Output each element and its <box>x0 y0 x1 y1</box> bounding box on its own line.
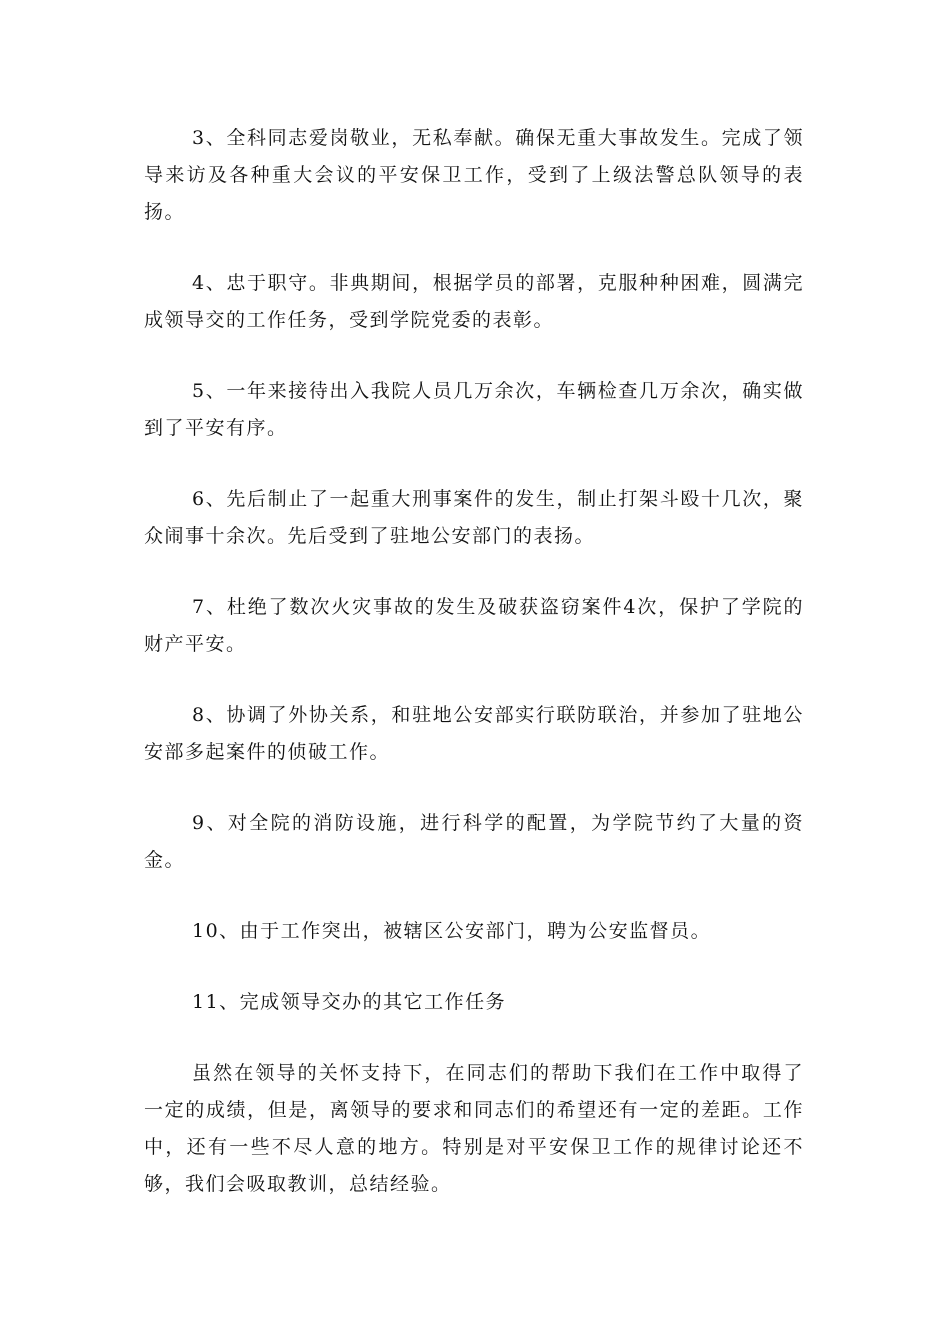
paragraph-item-7: 7、杜绝了数次火灾事故的发生及破获盗窃案件4次，保护了学院的财产平安。 <box>144 596 804 655</box>
paragraph-conclusion: 虽然在领导的关怀支持下，在同志们的帮助下我们在工作中取得了一定的成绩，但是，离领导的要求和同志们的希望还有一定的差距。工作中，还有一些不尽人意的地方。特别是对平安保卫工作的规律讨论还不够，我们会吸取教训，总结经验。 <box>144 1062 804 1195</box>
paragraph-item-3: 3、全科同志爱岗敬业，无私奉献。确保无重大事故发生。完成了领导来访及各种重大会议的平安保卫工作，受到了上级法警总队领导的表扬。 <box>144 127 804 223</box>
paragraph-item-9: 9、对全院的消防设施，进行科学的配置，为学院节约了大量的资金。 <box>144 812 804 871</box>
paragraph-item-6: 6、先后制止了一起重大刑事案件的发生，制止打架斗殴十几次，聚众闹事十余次。先后受到了驻地公安部门的表扬。 <box>144 488 804 547</box>
paragraph-item-5: 5、一年来接待出入我院人员几万余次，车辆检查几万余次，确实做到了平安有序。 <box>144 380 804 439</box>
paragraph-item-4: 4、忠于职守。非典期间，根据学员的部署，克服种种困难，圆满完成领导交的工作任务，受到学院党委的表彰。 <box>144 272 804 331</box>
document-body <box>144 120 804 1237</box>
paragraph-item-10: 10、由于工作突出，被辖区公安部门，聘为公安监督员。 <box>192 920 712 942</box>
paragraph-item-8: 8、协调了外协关系，和驻地公安部实行联防联治，并参加了驻地公安部多起案件的侦破工作。 <box>144 704 804 763</box>
paragraph-item-11: 11、完成领导交办的其它工作任务 <box>192 991 507 1013</box>
